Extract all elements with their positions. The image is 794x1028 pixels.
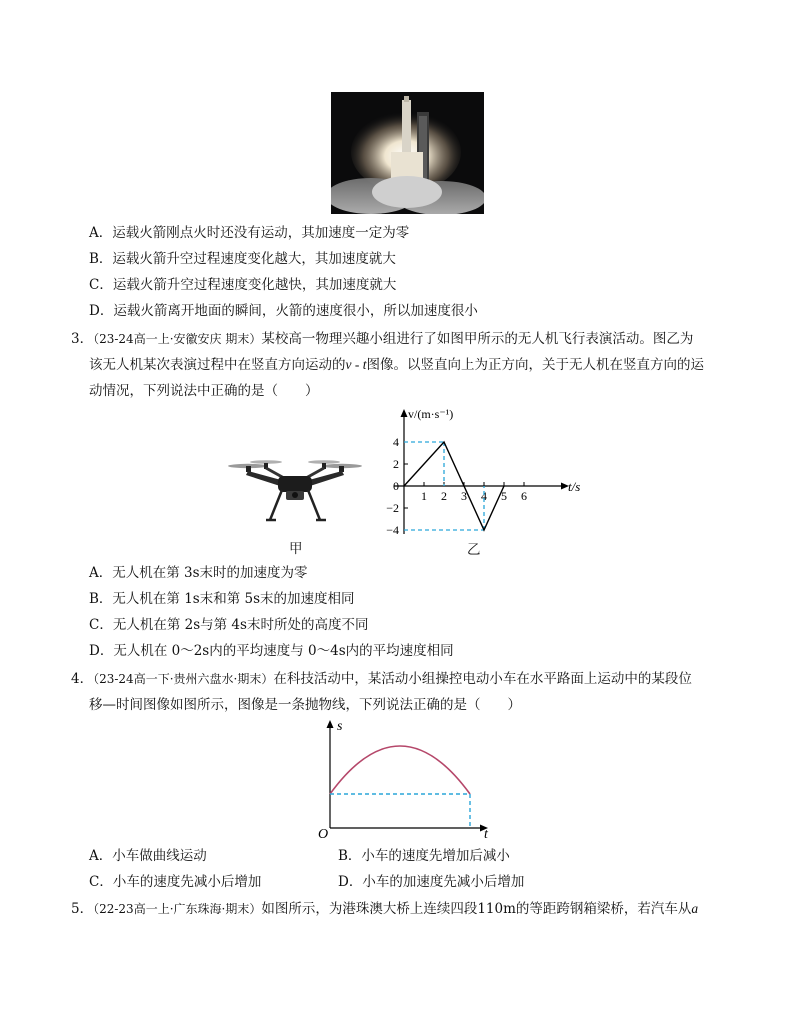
vt-y-tick-label: 0	[393, 479, 399, 493]
q3-text-2a: 该无人机某次表演过程中在竖直方向运动的	[89, 357, 346, 373]
q3-stem-line2	[89, 356, 704, 374]
q3-source: （23-24高一上·安徽安庆 期末）	[93, 332, 262, 346]
q4-number: 4．	[71, 671, 94, 687]
q3-option-a: A．无人机在第 3s末时的加速度为零	[89, 565, 308, 581]
q3-stem-line1	[71, 330, 693, 348]
vt-y-label: v/(m·s⁻¹)	[408, 407, 454, 421]
st-y-label: s	[337, 719, 343, 734]
q3-vt-symbol: v - t	[345, 357, 367, 372]
q3-option-d: D．无人机在 0～2s内的平均速度与 0～4s内的平均速度相同	[89, 643, 454, 659]
q5-text-1: 如图所示，为港珠澳大桥上连续四段110m的等距跨钢箱梁桥，若汽车从	[261, 901, 692, 917]
q3-vt-graph	[380, 404, 600, 544]
vt-x-tick-label: 1	[421, 489, 427, 503]
st-origin-label: O	[318, 827, 329, 840]
vt-x-tick-label: 3	[461, 489, 467, 503]
q4-stem-line1	[71, 670, 692, 688]
rocket-launch-photo	[331, 92, 484, 214]
st-parabola-curve	[330, 746, 470, 794]
vt-y-tick-label: 4	[393, 435, 399, 449]
q3-stem-line3: 动情况，下列说法中正确的是（ ）	[89, 383, 319, 399]
st-y-arrow	[327, 720, 334, 728]
drone-illustration	[226, 458, 364, 528]
q5-var-a: a	[691, 901, 699, 916]
vt-x-tick-label: 2	[441, 489, 447, 503]
q4-stem-line2: 移—时间图像如图所示，图像是一条抛物线，下列说法正确的是（ ）	[89, 697, 521, 713]
q5-source: （22-23高一上·广东珠海·期末）	[93, 902, 262, 916]
q5-stem-line1	[71, 900, 698, 918]
q3-number: 3．	[71, 331, 94, 347]
q3-text-1: 某校高一物理兴趣小组进行了如图甲所示的无人机飞行表演活动。图乙为	[261, 331, 694, 347]
q2-option-a: A．运载火箭刚点火时还没有运动，其加速度一定为零	[89, 225, 410, 241]
q3-text-2b: 图像。以竖直向上为正方向，关于无人机在竖直方向的运	[366, 357, 704, 373]
vt-x-tick-label: 6	[521, 489, 527, 503]
st-x-label: t	[484, 827, 488, 840]
vt-x-label: t/s	[568, 479, 581, 494]
q2-option-c: C．运载火箭升空过程速度变化越快，其加速度就大	[89, 277, 397, 293]
vt-y-tick-label: −2	[386, 501, 399, 515]
vt-y-arrow	[401, 409, 408, 417]
q4-option-b: B．小车的速度先增加后减小	[338, 848, 510, 864]
q4-option-c: C．小车的速度先减小后增加	[89, 874, 262, 890]
vt-y-tick-label: 2	[393, 457, 399, 471]
q2-option-b: B．运载火箭升空过程速度变化越大，其加速度就大	[89, 251, 396, 267]
fig-label-yi: 乙	[467, 542, 481, 558]
vt-x-tick-label: 4	[481, 489, 487, 503]
q4-option-d: D．小车的加速度先减小后增加	[338, 874, 525, 890]
q2-option-d: D．运载火箭离开地面的瞬间，火箭的速度很小，所以加速度很小	[89, 303, 478, 319]
q4-st-graph	[310, 716, 500, 840]
q4-source: （23-24高一下·贵州六盘水·期末）	[93, 672, 274, 686]
q4-option-a: A．小车做曲线运动	[89, 848, 207, 864]
vt-x-tick-label: 5	[501, 489, 507, 503]
q4-text-1: 在科技活动中，某活动小组操控电动小车在水平路面上运动中的某段位	[273, 671, 692, 687]
q5-number: 5．	[71, 901, 94, 917]
q3-option-c: C．无人机在第 2s与第 4s末时所处的高度不同	[89, 617, 369, 633]
q3-option-b: B．无人机在第 1s末和第 5s末的加速度相同	[89, 591, 355, 607]
fig-label-jia: 甲	[289, 541, 303, 557]
vt-y-tick-label: −4	[386, 523, 399, 537]
